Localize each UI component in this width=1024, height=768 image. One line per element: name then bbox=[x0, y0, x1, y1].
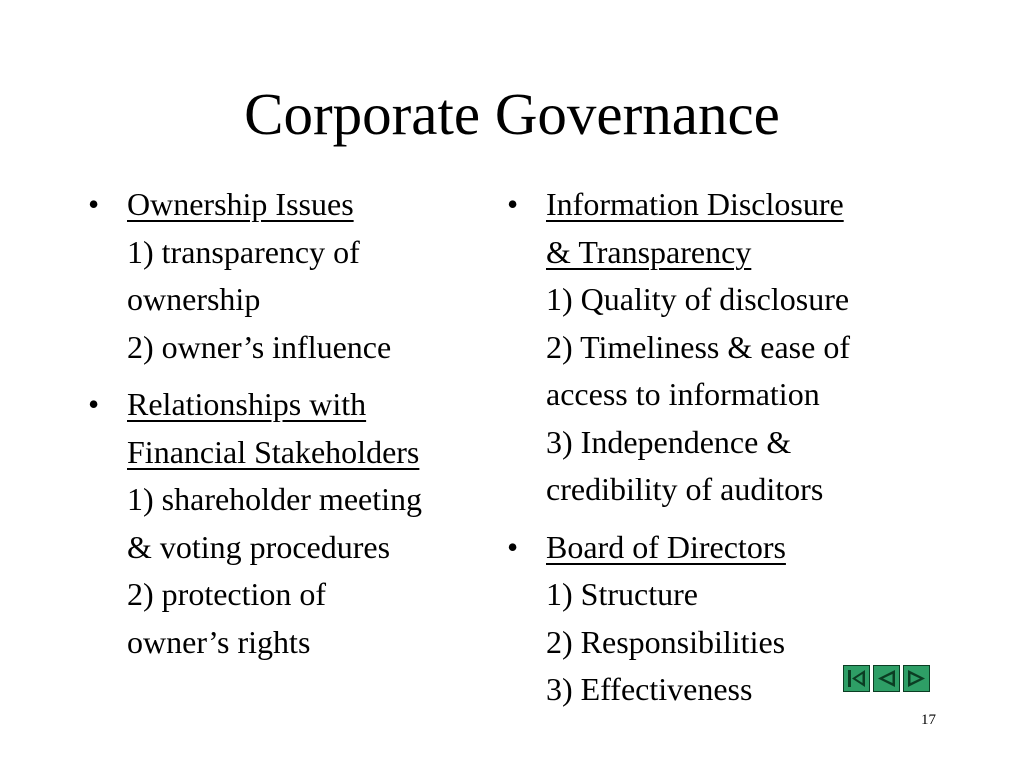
page-number: 17 bbox=[921, 712, 936, 728]
bullet-line: access to information bbox=[546, 376, 820, 412]
first-slide-button[interactable] bbox=[843, 665, 870, 692]
bullet-heading: Ownership Issues bbox=[127, 186, 354, 222]
bullet-icon: • bbox=[88, 386, 100, 422]
bullet-line: 2) owner’s influence bbox=[127, 328, 392, 365]
bullet-line: 1) shareholder meeting bbox=[127, 481, 422, 517]
bullet-line: ownership bbox=[127, 281, 261, 317]
bullet-icon: • bbox=[507, 186, 519, 222]
bullet-line: 2) Timeliness & ease of bbox=[546, 328, 850, 365]
bullet-relationships-financial-stakeholders bbox=[88, 381, 508, 666]
bullet-icon: • bbox=[507, 528, 519, 565]
previous-slide-icon bbox=[875, 667, 898, 690]
bullet-heading: & Transparency bbox=[546, 233, 752, 270]
bullet-line: 3) Effectiveness bbox=[546, 671, 753, 707]
bullet-line: 2) protection of bbox=[127, 576, 327, 612]
bullet-heading: Relationships with bbox=[127, 386, 367, 422]
bullet-information-disclosure bbox=[507, 181, 937, 514]
bullet-line: credibility of auditors bbox=[546, 471, 824, 507]
first-slide-icon bbox=[845, 667, 868, 690]
next-slide-icon bbox=[905, 667, 928, 690]
bullet-line: & voting procedures bbox=[127, 528, 391, 565]
bullet-heading: Financial Stakeholders bbox=[127, 433, 420, 470]
bullet-line: owner’s rights bbox=[127, 623, 311, 660]
next-slide-button[interactable] bbox=[903, 665, 930, 692]
bullet-heading: Information Disclosure bbox=[546, 186, 844, 222]
right-column bbox=[507, 181, 937, 724]
slide-navigation bbox=[843, 665, 930, 692]
bullet-line: 2) Responsibilities bbox=[546, 623, 786, 660]
bullet-line: 1) Quality of disclosure bbox=[546, 281, 850, 317]
slide-title: Corporate Governance bbox=[244, 81, 780, 147]
bullet-line: 1) Structure bbox=[546, 576, 698, 612]
bullet-icon: • bbox=[88, 186, 100, 222]
left-column bbox=[88, 181, 508, 676]
previous-slide-button[interactable] bbox=[873, 665, 900, 692]
bullet-ownership-issues bbox=[88, 181, 508, 371]
bullet-line: 1) transparency of bbox=[127, 233, 360, 270]
bullet-heading: Board of Directors bbox=[546, 528, 786, 565]
bullet-line: 3) Independence & bbox=[546, 423, 792, 460]
